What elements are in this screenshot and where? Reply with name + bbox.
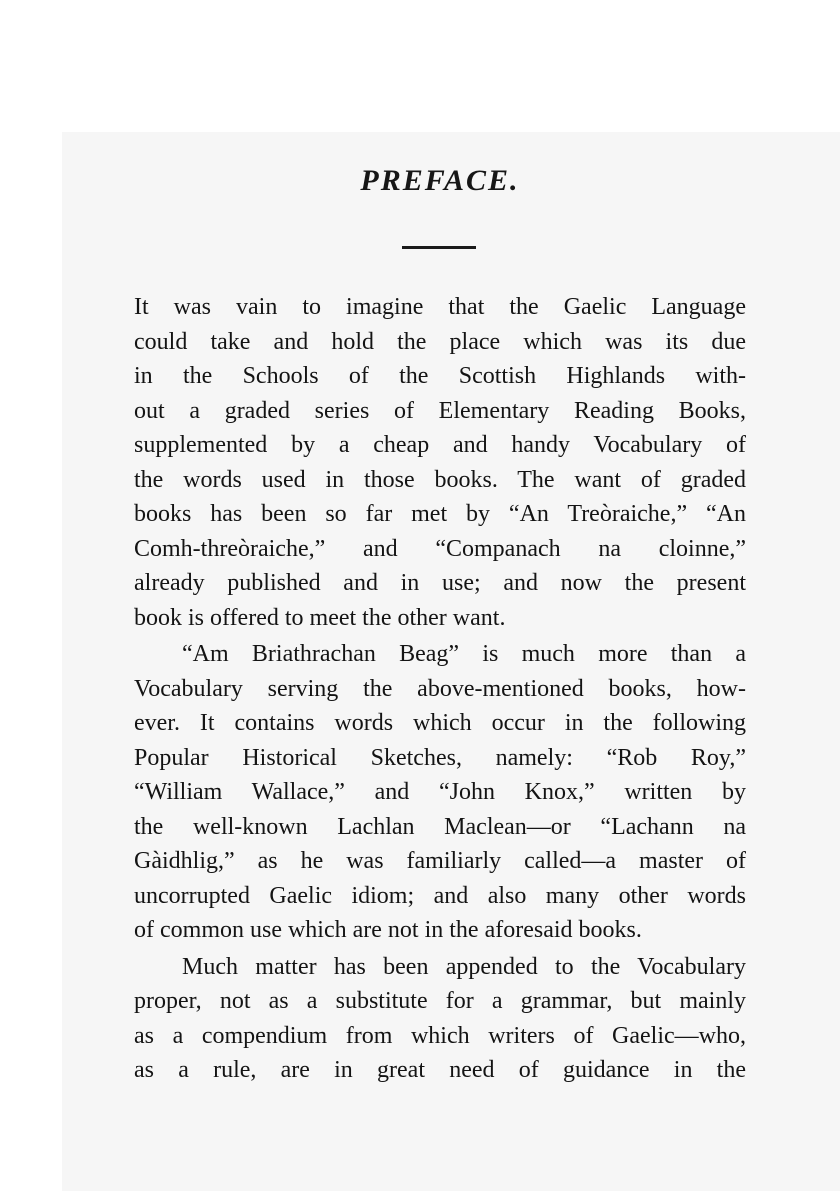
paragraph-1-line-7: books has been so far met by “An Treòraiche,” “An [134, 501, 746, 527]
paragraph-3-line-4: as a rule, are in great need of guidance in the [134, 1057, 746, 1083]
paragraph-1-line-6: the words used in those books. The want of graded [134, 466, 746, 493]
paragraph-2-line-4: Popular Historical Sketches, namely: “Rob Roy,” [134, 744, 746, 771]
page-title: PREFACE. [360, 164, 520, 197]
paragraph-2-line-7: Gàidhlig,” as he was familiarly called—a master of [134, 848, 746, 874]
paragraph-1-line-4: out a graded series of Elementary Reading Books, [134, 397, 746, 424]
paragraph-1-line-9: already published and in use; and now the present [134, 570, 746, 596]
paragraph-2-line-6: the well-known Lachlan Maclean—or “Lachann na [134, 813, 746, 840]
paragraph-2-line-8: uncorrupted Gaelic idiom; and also many other words [134, 882, 746, 909]
paragraph-2-line-1: “Am Briathrachan Beag” is much more than a [182, 641, 746, 667]
title-rule [402, 246, 476, 249]
paragraph-1-line-8: Comh-threòraiche,” and “Companach na cloinne,” [134, 535, 746, 562]
paragraph-3-line-2: proper, not as a substitute for a grammar, but mainly [134, 988, 746, 1014]
paragraph-2-line-2: Vocabulary serving the above-mentioned books, how- [134, 675, 746, 702]
preface-body [134, 290, 746, 1088]
paragraph-3-line-3: as a compendium from which writers of Gaelic—who, [134, 1022, 746, 1049]
paragraph-2-line-9: of common use which are not in the aforesaid books. [134, 917, 642, 943]
paragraph-1-line-1: It was vain to imagine that the Gaelic Language [134, 294, 746, 320]
paragraph-3-line-1: Much matter has been appended to the Vocabulary [182, 953, 746, 980]
paragraph-1-line-2: could take and hold the place which was its due [134, 328, 746, 355]
paragraph-1-line-5: supplemented by a cheap and handy Vocabulary of [134, 432, 746, 458]
paragraph-2-line-5: “William Wallace,” and “John Knox,” written by [134, 779, 746, 805]
paragraph-2-line-3: ever. It contains words which occur in the following [134, 710, 746, 736]
paragraph-1-line-10: book is offered to meet the other want. [134, 604, 506, 631]
paragraph-1-line-3: in the Schools of the Scottish Highlands with- [134, 363, 746, 389]
